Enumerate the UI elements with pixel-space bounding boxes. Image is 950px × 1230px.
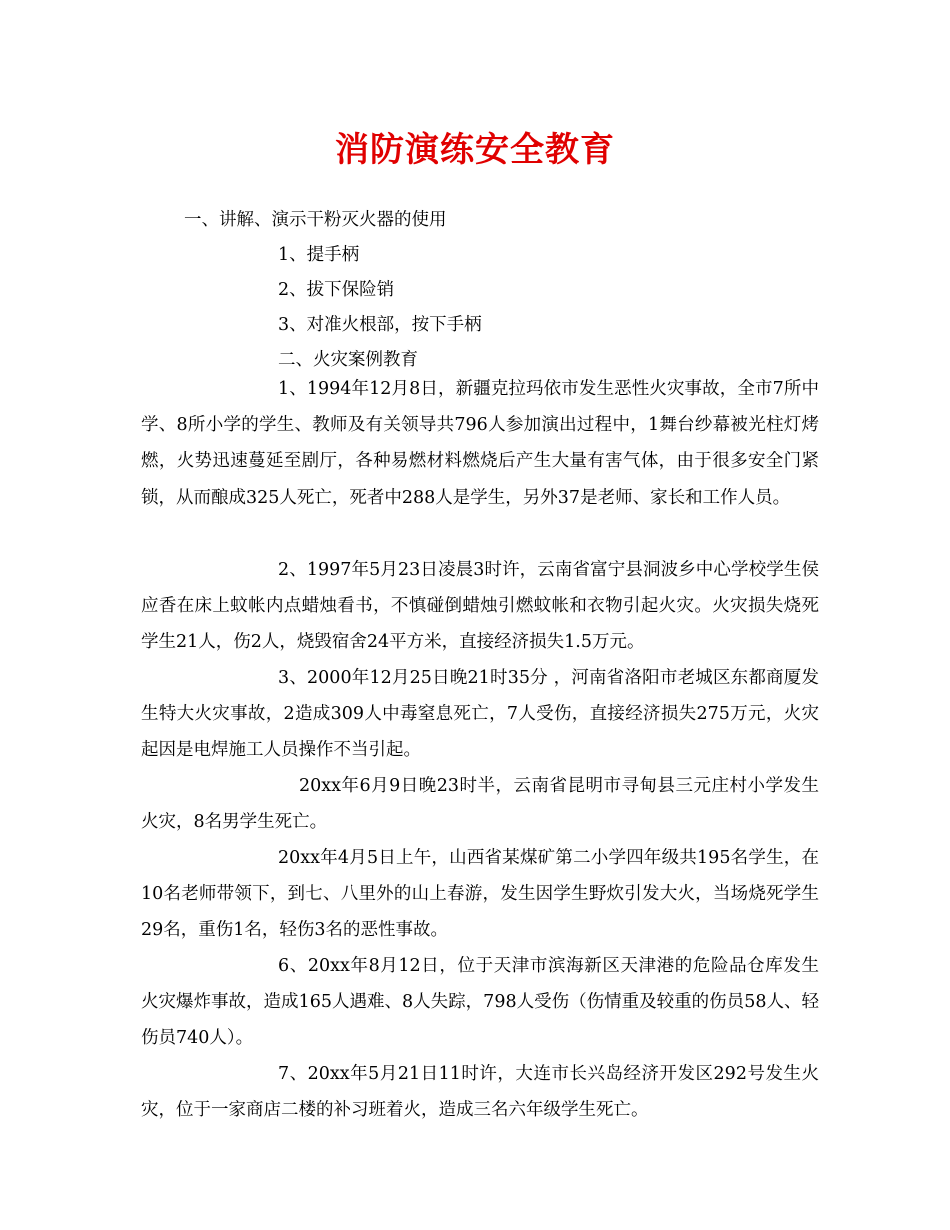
case-paragraph: 20xx年4月5日上午，山西省某煤矿第二小学四年级共195名学生，在10名老师带领下，到七、八里外的山上春游，发生因学生野炊引发大火，当场烧死学生29名，重伤1名，轻伤3名的恶性事故。 [141,848,819,941]
case-paragraph: 3、2000年12月25日晚21时35分 ，河南省洛阳市老城区东都商厦发生特大火灾事故，2造成309人中毒窒息死亡，7人受伤，直接经济损失275万元，火灾起因是电焊施工人员操作不当引起。 [141,668,819,761]
document-title: 消防演练安全教育 [335,130,615,170]
case-paragraph: 20xx年6月9日晚23时半，云南省昆明市寻甸县三元庄村小学发生火灾，8名男学生死亡。 [141,776,819,833]
case-paragraph: 1、1994年12月8日，新疆克拉玛依市发生恶性火灾事故，全市7所中学、8所小学的学生、教师及有关领导共796人参加演出过程中，1舞台纱幕被光柱灯烤燃，火势迅速蔓延至剧厅，各种易燃材料燃烧后产生大量有害气体，由于很多安全门紧锁，从而酿成325人死亡，死者中288人是学生，另外37是老师、家长和工作人员。 [141,379,819,508]
section-heading-2: 二、火灾案例教育 [278,350,418,370]
step-item: 2、拔下保险销 [278,280,395,300]
case-paragraph: 6、20xx年8月12日，位于天津市滨海新区天津港的危险品仓库发生火灾爆炸事故，造成165人遇难、8人失踪，798人受伤（伤情重及较重的伤员58人、轻伤员740人）。 [141,956,819,1049]
step-item: 1、提手柄 [278,245,360,265]
step-item: 3、对准火根部，按下手柄 [278,315,482,335]
section-heading-1: 一、讲解、演示干粉灭火器的使用 [184,210,447,230]
case-paragraph: 2、1997年5月23日凌晨3时许，云南省富宁县洞波乡中心学校学生侯应香在床上蚊帐内点蜡烛看书，不慎碰倒蜡烛引燃蚊帐和衣物引起火灾。火灾损失烧死学生21人，伤2人，烧毁宿舍24平方米，直接经济损失1.5万元。 [141,560,819,653]
case-paragraph: 7、20xx年5月21日11时许，大连市长兴岛经济开发区292号发生火灾，位于一家商店二楼的补习班着火，造成三名六年级学生死亡。 [141,1064,819,1121]
